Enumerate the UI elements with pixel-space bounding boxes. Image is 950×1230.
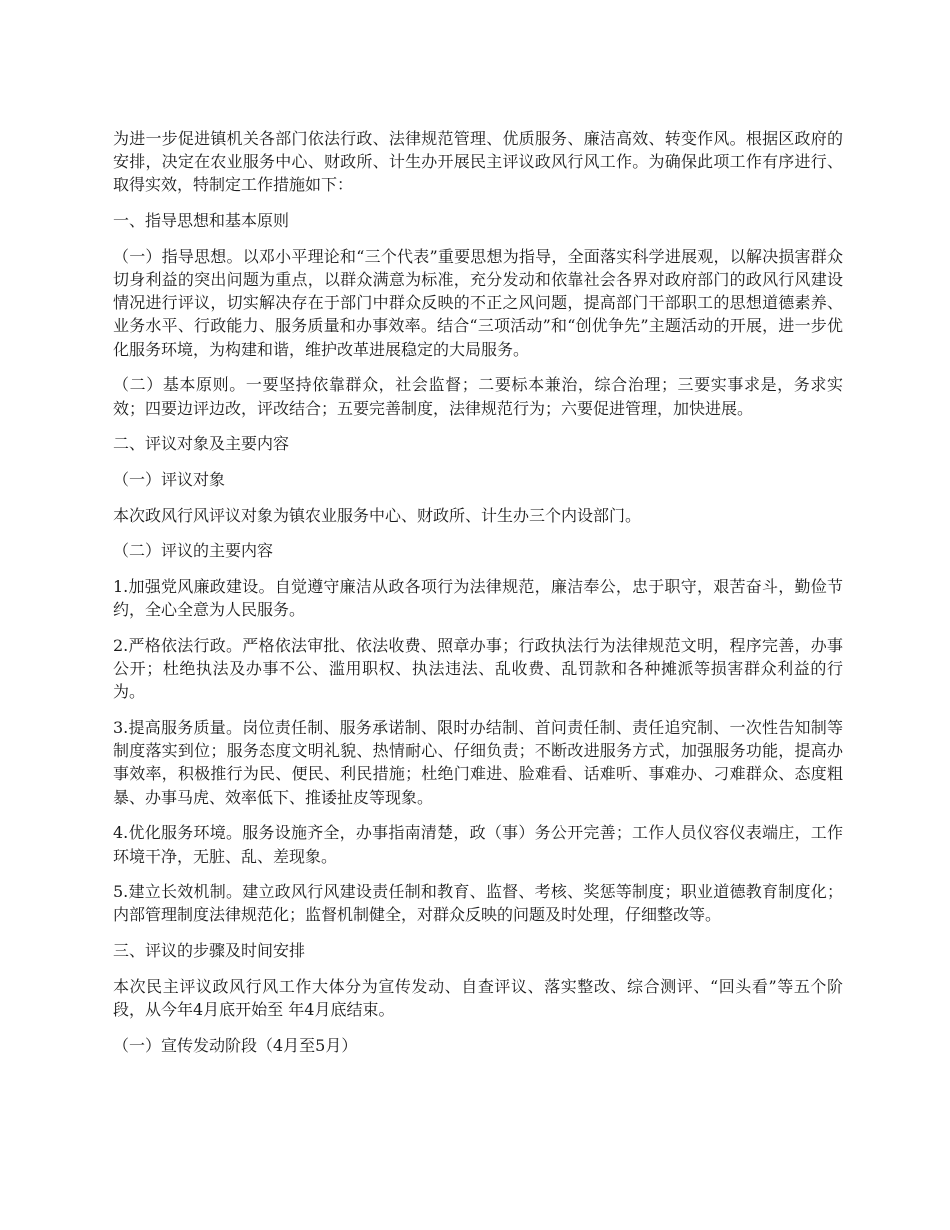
list-item-3: 3.提高服务质量。岗位责任制、服务承诺制、限时办结制、首问责任制、责任追究制、一次性告知制等制度落实到位；服务态度文明礼貌、热情耐心、仔细负责；不断改进服务方式，加强服务功能，提高办事效率，积极推行为民、便民、利民措施；杜绝门难进、脸难看、话难听、事难办、刁难群众、态度粗暴、办事马虎、效率低下、推诿扯皮等现象。 bbox=[113, 718, 843, 807]
list-item-1: 1.加强党风廉政建设。自觉遵守廉洁从政各项行为法律规范，廉洁奉公，忠于职守，艰苦奋斗，勤俭节约，全心全意为人民服务。 bbox=[113, 577, 843, 620]
subheading-review-targets: （一）评议对象 bbox=[113, 469, 226, 489]
paragraph-review-targets: 本次政风行风评议对象为镇农业服务中心、财政所、计生办三个内设部门。 bbox=[113, 505, 642, 525]
document-body bbox=[113, 127, 843, 1070]
subheading-publicity-phase: （一）宣传发动阶段（4月至5月） bbox=[113, 1035, 358, 1055]
section-heading-review-targets: 二、评议对象及主要内容 bbox=[113, 434, 290, 454]
section-heading-guiding-principles: 一、指导思想和基本原则 bbox=[113, 211, 290, 231]
list-item-4: 4.优化服务环境。服务设施齐全，办事指南清楚，政（事）务公开完善；工作人员仪容仪表端庄，工作环境干净，无脏、乱、差现象。 bbox=[113, 823, 843, 866]
list-item-5: 5.建立长效机制。建立政风行风建设责任制和教育、监督、考核、奖惩等制度；职业道德教育制度化；内部管理制度法律规范化；监督机制健全，对群众反映的问题及时处理，仔细整改等。 bbox=[113, 882, 843, 925]
paragraph-steps-overview: 本次民主评议政风行风工作大体分为宣传发动、自查评议、落实整改、综合测评、“回头看”等五个阶段，从今年4月底开始至 年4月底结束。 bbox=[113, 976, 843, 1020]
subheading-review-content: （二）评议的主要内容 bbox=[113, 541, 274, 561]
section-heading-steps-schedule: 三、评议的步骤及时间安排 bbox=[113, 941, 306, 961]
paragraph-guiding-thought: （一）指导思想。以邓小平理论和“三个代表”重要思想为指导，全面落实科学进展观，以解决损害群众切身利益的突出问题为重点，以群众满意为标准，充分发动和依靠社会各界对政府部门的政风行风建设情况进行评议，切实解决存在于部门中群众反映的不正之风问题，提高部门干部职工的思想道德素养、业务水平、行政能力、服务质量和办事效率。结合“三项活动”和“创优争先”主题活动的开展，进一步优化服务环境，为构建和谐，维护改革进展稳定的大局服务。 bbox=[113, 246, 843, 359]
list-item-2: 2.严格依法行政。严格依法审批、依法收费、照章办事；行政执法行为法律规范文明，程序完善，办事公开；杜绝执法及办事不公、滥用职权、执法违法、乱收费、乱罚款和各种摊派等损害群众利益的行为。 bbox=[113, 635, 843, 702]
paragraph-basic-principles: （二）基本原则。一要坚持依靠群众，社会监督；二要标本兼治，综合治理；三要实事求是，务求实效；四要边评边改，评改结合；五要完善制度，法律规范行为；六要促进管理，加快进展。 bbox=[113, 375, 843, 418]
intro-paragraph: 为进一步促进镇机关各部门依法行政、法律规范管理、优质服务、廉洁高效、转变作风。根据区政府的安排，决定在农业服务中心、财政所、计生办开展民主评议政风行风工作。为确保此项工作有序进行、取得实效，特制定工作措施如下： bbox=[113, 129, 843, 195]
